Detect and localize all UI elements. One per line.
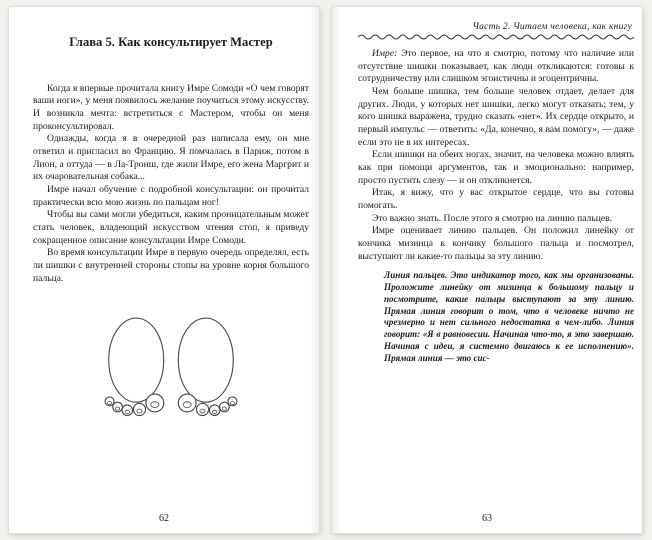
note-text: Это индикатор того, как мы организованы. Проложите линейку от мизинца к большому пальцу и посмотрите, какие пальцы выступают за эту линию. Прямая линия говорит о том, что в человеке ничто не чрезмерно и нет сильного недостатка в чем-либо. Линия говорит: «Я в равновесии. Начиная что-то, я это завершаю. Начиная с идеи, я системно двигаюсь к ее исполнению». Прямая линия — это сис-: [384, 270, 634, 363]
sidebar-note: [384, 270, 634, 365]
dialog-text: Это первое, на что я смотрю, потому что наличие или отсутствие шишки показывает, как люди откликаются: готовы к сотрудничеству или слишком эгоистичны и эгоцентричны.: [358, 48, 634, 85]
feet-drawing-svg: [78, 293, 264, 445]
running-header: Часть 2. Читаем человека, как книгу: [472, 21, 632, 32]
paragraph: Итак, я вижу, что у вас открытое сердце, что вы готовы помогать.: [358, 187, 634, 211]
chapter-title: Глава 5. Как консультирует Мастер: [69, 35, 273, 49]
paragraph: Чтобы вы сами могли убедиться, каким проницательным может стать человек, владеющий искусством чтения стоп, я приведу сокращенное описание консультации Имре Сомоди.: [33, 209, 309, 246]
paragraph: Однажды, когда я в очередной раз написала ему, он мне ответил и пригласил во Францию. Я помчалась в Париж, потом в Лион, а оттуда — в Ла-Тронш, где жили Имре, его жена Маргрит и их очаровательная собака...: [33, 133, 309, 183]
page-left: [9, 7, 319, 533]
note-title: Линия пальцев.: [384, 270, 448, 281]
paragraph: Если шишки на обеих ногах, значит, на человека можно влиять как при помощи аргументов, так и эмоционально: например, просто пустить слезу — и он откликнется.: [358, 149, 634, 186]
paragraph: Имре оценивает линию пальцев. Он положил линейку от кончика мизинца к кончику большого пальца и посмотрел, выступают ли какие-то пальцы за эту линию.: [358, 225, 634, 262]
squiggle-divider: [358, 33, 634, 41]
paragraph: Это важно знать. После этого я смотрю на линию пальцев.: [372, 212, 613, 224]
speaker-label: Имре:: [372, 48, 398, 59]
paragraph: Когда я впервые прочитала книгу Имре Сомоди «О чем говорят ваши ноги», у меня появилось желание поучиться этому искусству. И возникла мечта: встретиться с Мастером, чтобы он меня проконсультировал.: [33, 82, 309, 132]
page-number: 62: [159, 513, 169, 524]
page-right: [332, 7, 642, 533]
paragraph: Чем больше шишка, тем больше человек отдает, делает для других. Люди, у которых нет шишки, легко могут отказать; тем, у кого шишка выражена, трудно сказать «нет». Их сердце открыто, и первый импульс — ответить: «Да, конечно, я вам помогу», — даже если это не в их интересах.: [358, 85, 634, 148]
dialog-paragraph: [358, 48, 634, 86]
paragraph: Во время консультации Имре в первую очередь определял, есть ли шишки с внутренней стороны стопы на уровне корня большого пальца.: [33, 247, 309, 284]
feet-illustration: [33, 293, 309, 450]
page-number: 63: [482, 513, 492, 524]
paragraph: Имре начал обучение с подробной консультации: он прочитал практически всю мою жизнь по пальцам ног!: [33, 183, 309, 208]
